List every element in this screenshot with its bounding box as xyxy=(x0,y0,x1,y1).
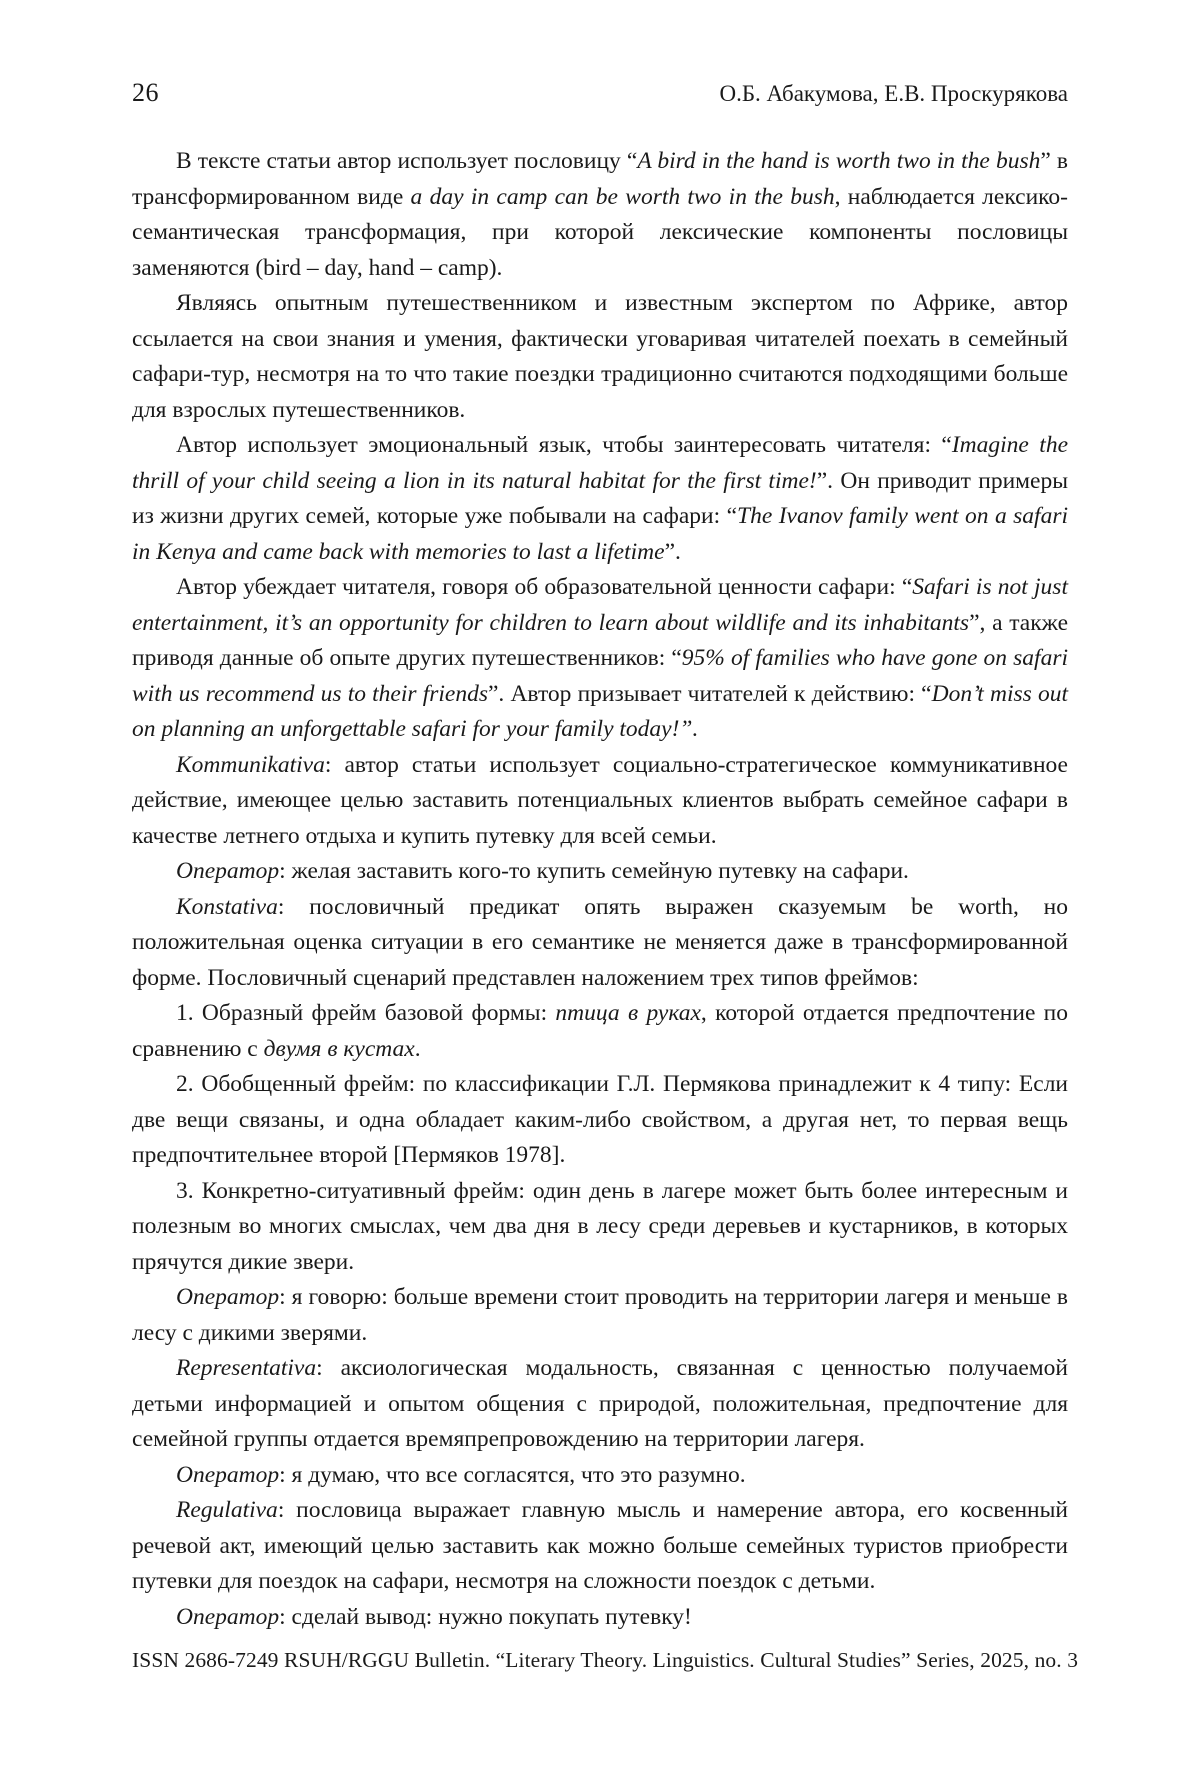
body-text: 1. Образный фрейм базовой формы: xyxy=(176,1000,556,1026)
paragraph-p5 xyxy=(132,748,1068,855)
paragraph-p1 xyxy=(132,144,1068,286)
emphasis-text: A bird in the hand is worth two in the bush xyxy=(637,148,1041,174)
emphasis-text: 95% of families who have gone on safari with us recommend us to their friends xyxy=(132,645,1068,707)
paragraph-p10 xyxy=(132,1174,1068,1281)
body-text: Автор использует эмоциональный язык, чтобы заинтересовать читателя: “ xyxy=(176,432,952,458)
body-text: , которой отдается предпочтение по сравнению с xyxy=(132,1000,1068,1062)
emphasis-text: Оператор xyxy=(176,1461,280,1488)
emphasis-text: Konstativa xyxy=(176,893,278,920)
body-text: . xyxy=(414,1035,421,1062)
emphasis-text: Оператор xyxy=(176,858,280,884)
emphasis-text: Don’t miss out on planning an unforgettable safari for your family today!”. xyxy=(132,680,1068,742)
emphasis-text: двумя в кустах xyxy=(263,1035,415,1062)
page-content xyxy=(132,78,1068,1635)
paragraph-p7 xyxy=(132,890,1068,997)
emphasis-text: птица в руках xyxy=(555,1000,701,1026)
emphasis-text: Representativa xyxy=(176,1355,317,1381)
article-body xyxy=(132,144,1068,1635)
emphasis-text: The Ivanov family went on a safari in Kenya and came back with memories to last a lifetime xyxy=(132,503,1068,565)
emphasis-text: Safari is not just entertainment, it’s an opportunity for children to learn about wildlife and its inhabitants xyxy=(132,574,1068,636)
body-text: : пословичный предикат опять выражен сказуемым be worth, но положительная оценка ситуации в его семантике не меняется даже в трансформированной форме. Пословичный сценарий представлен наложением трех типов фреймов: xyxy=(132,893,1068,991)
body-text: В тексте статьи автор использует пословицу “ xyxy=(176,148,638,174)
paragraph-p2 xyxy=(132,286,1068,428)
emphasis-text: a day in camp can be worth two in the bush xyxy=(410,183,835,210)
body-text: Автор убеждает читателя, говоря об образовательной ценности сафари: “ xyxy=(176,574,913,600)
body-text: : я думаю, что все согласятся, что это разумно. xyxy=(279,1461,746,1488)
paragraph-p13 xyxy=(132,1458,1068,1494)
running-head-authors: О.Б. Абакумова, Е.В. Проскурякова xyxy=(719,81,1068,106)
page-footer: ISSN 2686-7249 RSUH/RGGU Bulletin. “Literary Theory. Linguistics. Cultural Studies” Series, 2025, no. 3 xyxy=(132,1648,1079,1672)
body-text: : я говорю: больше времени стоит проводить на территории лагеря и меньше в лесу с дикими зверями. xyxy=(132,1284,1068,1346)
body-text: Являясь опытным путешественником и известным экспертом по Африке, автор ссылается на свои знания и умения, фактически уговаривая читателей поехать в семейный сафари-тур, несмотря на то что такие поездки традиционно считаются подходящими больше для взрослых путешественников. xyxy=(132,290,1068,423)
paragraph-p4 xyxy=(132,570,1068,748)
emphasis-text: Imagine the thrill of your child seeing a lion in its natural habitat for the first time! xyxy=(132,432,1069,494)
emphasis-text: Kommunikativa xyxy=(176,751,325,778)
body-text: 2. Обобщенный фрейм: по классификации Г.Л. Пермякова принадлежит к 4 типу: Если две вещи связаны, и одна обладает каким-либо свойством, а другая нет, то первая вещь предпочтительнее второй [Пермяков 1978]. xyxy=(132,1071,1068,1168)
page-number: 26 xyxy=(132,78,159,107)
body-text: : сделай вывод: нужно покупать путевку! xyxy=(279,1603,692,1630)
body-text: ”. Он приводит примеры из жизни других семей, которые уже побывали на сафари: “ xyxy=(132,467,1068,529)
body-text: : желая заставить кого-то купить семейную путевку на сафари. xyxy=(279,858,909,884)
paragraph-p8 xyxy=(132,996,1068,1067)
body-text: : аксиологическая модальность, связанная с ценностью получаемой детьми информацией и опытом общения с природой, положительная, предпочтение для семейной группы отдается времяпрепровождению на территории лагеря. xyxy=(132,1355,1068,1452)
body-text: 3. Конкретно-ситуативный фрейм: один день в лагере может быть более интересным и полезным во многих смыслах, чем два дня в лесу среди деревьев и кустарников, в которых прячутся дикие звери. xyxy=(132,1177,1068,1275)
emphasis-text: Оператор xyxy=(176,1284,280,1310)
body-text: ” в трансформированном виде xyxy=(132,148,1068,210)
paragraph-p3 xyxy=(132,428,1068,570)
paragraph-p6 xyxy=(132,854,1068,890)
body-text: ”, а также приводя данные об опыте других путешественников: “ xyxy=(132,609,1068,671)
emphasis-text: Оператор xyxy=(176,1603,280,1630)
page-header xyxy=(132,78,1068,108)
paragraph-p14 xyxy=(132,1493,1068,1600)
paragraph-p12 xyxy=(132,1351,1068,1458)
emphasis-text: Regulativa xyxy=(176,1497,278,1523)
paragraph-p15 xyxy=(132,1600,1068,1636)
body-text: ”. xyxy=(664,538,681,565)
body-text: : пословица выражает главную мысль и намерение автора, его косвенный речевой акт, имеющий целью заставить как можно больше семейных туристов приобрести путевки для поездок на сафари, несмотря на сложности поездок с детьми. xyxy=(132,1497,1068,1594)
body-text: ”. Автор призывает читателей к действию: “ xyxy=(487,680,932,707)
paragraph-p11 xyxy=(132,1280,1068,1351)
body-text: , наблюдается лексико-семантическая трансформация, при которой лексические компоненты пословицы заменяются (bird – day, hand – camp). xyxy=(132,183,1068,281)
paragraph-p9 xyxy=(132,1067,1068,1174)
body-text: : автор статьи использует социально-стратегическое коммуникативное действие, имеющее целью заставить потенциальных клиентов выбрать семейное сафари в качестве летнего отдыха и купить путевку для всей семьи. xyxy=(132,751,1068,849)
